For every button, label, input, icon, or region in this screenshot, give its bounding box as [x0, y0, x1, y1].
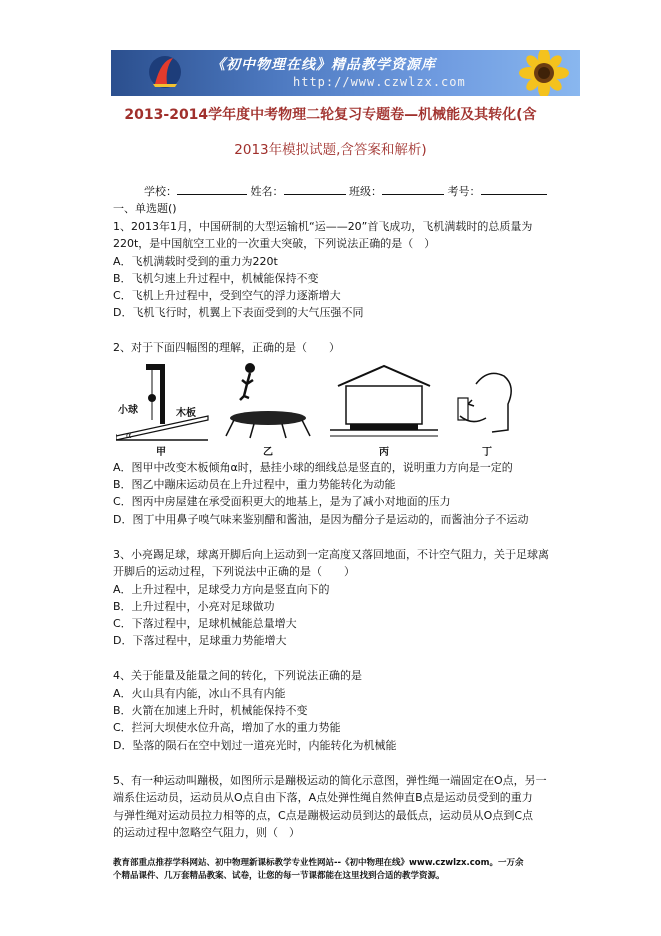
class-label: 班级： [349, 185, 382, 198]
figure-jia-incline [116, 364, 208, 440]
figure-label-bing: 丙 [379, 447, 389, 458]
header-banner [111, 50, 580, 96]
school-label: 学校： [144, 185, 177, 198]
figure-yi-trampoline [226, 363, 310, 438]
q1-stem-line1: 1、2013年1月，中国研制的大型运输机“运——20”首飞成功，飞机满载时的总质量为 [113, 220, 533, 233]
section-heading: 一、单选题() [113, 202, 177, 215]
name-blank [284, 183, 346, 195]
q2-option-b: B．图乙中蹦床运动员在上升过程中，重力势能转化为动能 [113, 478, 396, 491]
q2-option-a: A．图甲中改变木板倾角α时，悬挂小球的细线总是竖直的，说明重力方向是一定的 [113, 461, 513, 474]
figure-label-ding: 丁 [482, 447, 492, 458]
q2-option-d: D．图丁中用鼻子嗅气味来鉴别醋和酱油，是因为醋分子是运动的，而酱油分子不运动 [113, 513, 529, 526]
school-blank [177, 183, 247, 195]
class-blank [382, 183, 444, 195]
q3-option-c: C．下落过程中，足球机械能总量增大 [113, 617, 297, 630]
figure-label-board: 木板 [176, 408, 196, 419]
q3-option-d: D．下落过程中，足球重力势能增大 [113, 634, 287, 647]
q4-option-c: C．拦河大坝使水位升高，增加了水的重力势能 [113, 721, 341, 734]
q4-option-d: D．坠落的陨石在空中划过一道亮光时，内能转化为机械能 [113, 739, 397, 752]
figure-bing-house [330, 366, 438, 436]
page-subtitle: 2013年模拟试题,含答案和解析) [234, 142, 427, 158]
name-label: 姓名： [250, 185, 284, 198]
banner-url: http://www.czwlzx.com [293, 75, 466, 89]
student-info-line [144, 183, 547, 199]
q4-option-a: A．火山具有内能，冰山不具有内能 [113, 687, 286, 700]
figure-ding-smelling [458, 373, 511, 432]
q2-figure [116, 360, 546, 460]
footer-line1: 教育部重点推荐学科网站、初中物理新课标教学专业性网站--《初中物理在线》www.czwlzx.com。一万余 [113, 858, 524, 868]
q5-stem-line4: 的运动过程中忽略空气阻力，则（ ） [113, 826, 300, 839]
footer-line2: 个精品课件、几万套精品教案、试卷，让您的每一节课都能在这里找到合适的教学资源。 [113, 871, 445, 881]
q3-stem-line1: 3、小亮踢足球，球离开脚后向上运动到一定高度又落回地面，不计空气阻力，关于足球离 [113, 548, 549, 561]
figure-label-jia: 甲 [156, 447, 166, 458]
q1-option-a: A．飞机满载时受到的重力为220t [113, 255, 278, 268]
page-footer [113, 857, 573, 883]
q1-stem-line2: 220t，是中国航空工业的一次重大突破，下列说法正确的是（ ） [113, 237, 436, 250]
q1-option-d: D．飞机飞行时，机翼上下表面受到的大气压强不同 [113, 306, 364, 319]
site-logo-icon [147, 54, 183, 90]
number-label: 考号： [447, 185, 481, 198]
figure-label-alpha: α [126, 431, 132, 440]
q3-stem-line2: 开脚后的运动过程，下列说法中正确的是（ ） [113, 565, 355, 578]
q5-stem-line1: 5、有一种运动叫蹦极，如图所示是蹦极运动的简化示意图，弹性绳一端固定在O点，另一 [113, 774, 547, 787]
sunflower-icon [504, 50, 574, 96]
banner-title: 《初中物理在线》精品教学资源库 [211, 57, 436, 73]
q3-option-b: B．上升过程中，小亮对足球做功 [113, 600, 275, 613]
q5-stem-line2: 端系住运动员，运动员从O点自由下落，A点处弹性绳自然伸直B点是运动员受到的重力 [113, 791, 533, 804]
figure-label-ball: 小球 [118, 405, 138, 416]
q3-option-a: A．上升过程中，足球受力方向是竖直向下的 [113, 583, 330, 596]
q2-stem-line1: 2、对于下面四幅图的理解，正确的是（ ） [113, 341, 340, 354]
page-title: 2013-2014学年度中考物理二轮复习专题卷—机械能及其转化(含 [124, 107, 537, 123]
q4-stem-line1: 4、关于能量及能量之间的转化，下列说法正确的是 [113, 669, 362, 682]
q4-option-b: B．火箭在加速上升时，机械能保持不变 [113, 704, 308, 717]
q1-option-b: B．飞机匀速上升过程中，机械能保持不变 [113, 272, 319, 285]
q5-stem-line3: 与弹性绳对运动员拉力相等的点，C点是蹦极运动员到达的最低点，运动员从O点到C点 [113, 809, 534, 822]
q2-option-c: C．图丙中房屋建在承受面积更大的地基上，是为了减小对地面的压力 [113, 495, 451, 508]
q1-option-c: C．飞机上升过程中，受到空气的浮力逐渐增大 [113, 289, 341, 302]
figure-label-yi: 乙 [263, 447, 273, 458]
number-blank [481, 183, 547, 195]
